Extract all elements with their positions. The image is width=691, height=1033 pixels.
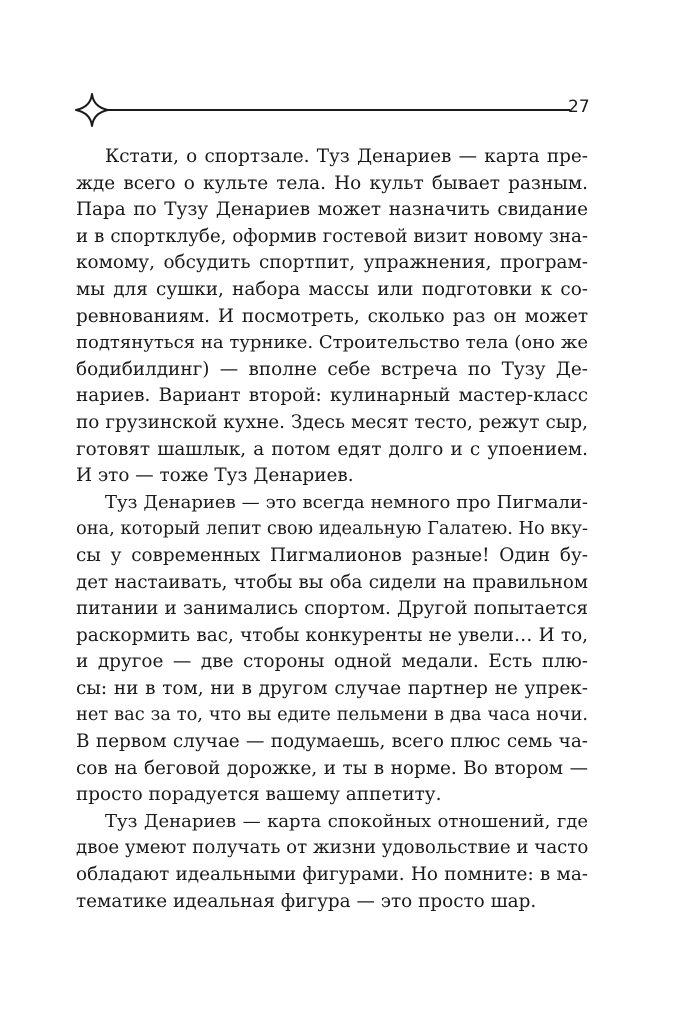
page-header [74,92,594,128]
header-rule [106,109,570,111]
text-line: Кстати, о спортзале. Туз Денариев — карта пре- [105,146,588,167]
paragraph [76,490,588,809]
text-line: Туз Денариев — это всегда немного про Пигмали- [105,491,588,513]
text-line: подтянуться на турнике. Строительство тела (оно же [76,332,588,354]
text-line: обладают идеальными фигурами. Но помните: в ма- [76,864,588,886]
text-line: она, который лепит свою идеальную Галатею. Но вку- [76,518,588,540]
text-line: питании и занимались спортом. Другой попытается [76,598,588,620]
text-line: ревнованиям. И посмотреть, сколько раз он может [76,305,588,327]
text-line: нариев. Вариант второй: кулинарный мастер-класс [76,385,588,407]
text-line: сы: ни в том, ни в другом случае партнер не упрек- [76,677,588,699]
text-line: В первом случае — подумаешь, всего плюс семь ча- [76,731,588,753]
text-line: нет вас за то, что вы едите пельмени в два часа ночи. [76,704,588,726]
text-line: сов на беговой дорожке, и ты в норме. Во втором — [76,757,588,779]
paragraph [76,809,588,915]
text-line: И это — тоже Туз Денариев. [76,465,354,487]
four-point-star-icon [74,92,110,128]
paragraph [76,144,588,490]
text-line: раскормить вас, чтобы конкуренты не увели… И то, [76,624,588,646]
text-line: сы у современных Пигмалионов разные! Один бу- [76,544,588,566]
text-line: комому, обсудить спортпит, упражнения, програм- [76,252,588,274]
text-line: двое умеют получать от жизни удовольствие и часто [76,837,589,859]
body-text [76,144,588,915]
text-line: мы для сушки, набора массы или подготовки к со- [76,278,588,300]
text-line: бодибилдинг) — вполне себе встреча по Тузу Де- [76,358,588,380]
text-line: Туз Денариев — карта спокойных отношений, где [105,810,588,832]
page-number: 27 [568,97,590,117]
text-line: жде всего о культе тела. Но культ бывает разным. [76,172,588,194]
text-line: по грузинской кухне. Здесь месят тесто, режут сыр, [76,411,588,433]
text-line: и в спортклубе, оформив гостевой визит новому зна- [76,225,588,247]
text-line: и другое — две стороны одной медали. Есть плю- [76,651,588,673]
text-line: Пара по Тузу Денариев может назначить свидание [76,199,588,221]
text-line: тематике идеальная фигура — это просто шар. [76,890,537,912]
text-line: готовят шашлык, а потом едят долго и с упоением. [76,438,588,460]
text-line: дет настаивать, чтобы вы оба сидели на правильном [76,571,588,593]
text-line: просто порадуется вашему аппетиту. [76,784,442,806]
